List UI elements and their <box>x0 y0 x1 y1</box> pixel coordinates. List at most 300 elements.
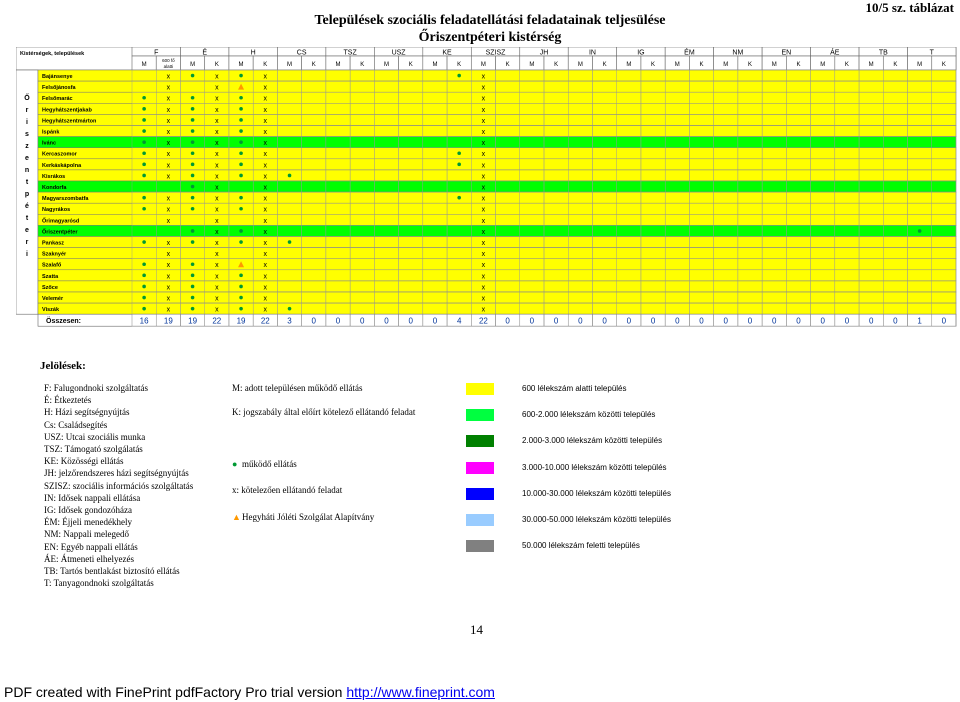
row-name: Szalafő <box>42 262 62 269</box>
side-label-letter: r <box>25 239 29 246</box>
totals-value: 0 <box>941 316 947 326</box>
group-header-label: É <box>202 49 208 57</box>
cell-x-mark: x <box>215 95 219 103</box>
totals-row <box>38 314 956 326</box>
cell-x-mark: x <box>166 195 171 203</box>
group-header-label: SZISZ <box>485 49 506 57</box>
sub-header-label: K <box>360 62 365 68</box>
mark-legend-item <box>232 459 297 469</box>
color-swatch-label: 10.000-30.000 lélekszám közötti település <box>522 488 671 498</box>
row-name: Hegyhátszentmárton <box>42 118 97 125</box>
totals-value: 3 <box>287 316 292 326</box>
dot-icon: ● <box>232 459 238 469</box>
group-header-label: CS <box>296 49 307 57</box>
cell-x-mark: x <box>481 284 486 292</box>
cell-dot-mark <box>239 296 243 300</box>
table-row <box>38 148 956 159</box>
cell-x-mark: x <box>263 173 268 181</box>
cell-dot-mark <box>239 229 243 233</box>
sub-header-label: 600 fő <box>162 58 175 63</box>
mark-legend-text: x: kötelezően ellátandó feladat <box>232 485 343 495</box>
cell-dot-mark <box>239 240 243 244</box>
cell-x-mark: x <box>166 117 171 125</box>
color-swatch <box>466 540 494 552</box>
row-name: Kerkáskápolna <box>42 162 82 169</box>
row-name: Szaknyér <box>42 251 67 258</box>
cell-x-mark: x <box>215 129 219 136</box>
sub-header-label: M <box>820 62 826 68</box>
cell-dot-mark <box>142 285 146 289</box>
cell-x-mark: x <box>263 195 268 203</box>
cell-x-mark: x <box>481 195 486 203</box>
totals-value: 0 <box>311 316 316 326</box>
cell-x-mark: x <box>481 262 486 270</box>
totals-value: 0 <box>529 316 535 326</box>
sub-header-label: K <box>941 62 946 68</box>
mark-legend-text: K: jogszabály által előírt kötelező ellátandó feladat <box>232 407 416 417</box>
cell-dot-mark <box>457 196 461 200</box>
cell-x-mark: x <box>166 129 171 136</box>
cell-x-mark: x <box>166 217 171 225</box>
row-name: Hegyhátszentjakab <box>42 107 92 114</box>
totals-value: 16 <box>139 316 149 326</box>
legend-title: Jelölések: <box>40 360 86 372</box>
sub-header-label: K <box>214 62 219 68</box>
group-header-label: NM <box>732 49 744 57</box>
abbreviation-item: T: Tanyagondnoki szolgáltatás <box>44 578 154 589</box>
cell-dot-mark <box>239 207 243 211</box>
cell-dot-mark <box>142 274 146 278</box>
table-row <box>38 103 956 114</box>
table-row <box>38 81 956 92</box>
cell-dot-mark <box>191 307 195 311</box>
row-name: Ispánk <box>42 129 60 136</box>
cell-dot-mark <box>191 185 195 189</box>
table-row <box>38 259 956 270</box>
row-name: Kisrákos <box>42 173 66 180</box>
cell-dot-mark <box>288 307 292 311</box>
sub-header-label: M <box>190 62 196 68</box>
totals-value: 19 <box>163 316 173 326</box>
totals-value: 22 <box>478 316 488 326</box>
cell-x-mark: x <box>166 95 171 103</box>
totals-value: 1 <box>917 316 922 326</box>
cell-x-mark: x <box>481 106 486 114</box>
cell-x-mark: x <box>166 206 171 214</box>
cell-x-mark: x <box>481 162 486 170</box>
cell-x-mark: x <box>166 262 171 270</box>
sub-header-label: K <box>747 62 753 68</box>
cell-x-mark: x <box>215 206 219 214</box>
pdf-footer <box>4 684 495 700</box>
color-swatch <box>466 488 494 500</box>
cell-x-mark: x <box>215 262 219 270</box>
sub-header-label: M <box>529 62 535 68</box>
color-swatch <box>466 435 494 447</box>
cell-x-mark: x <box>481 228 486 236</box>
totals-value: 0 <box>723 316 728 326</box>
cell-x-mark: x <box>263 251 268 259</box>
sub-header-label: M <box>287 62 293 68</box>
cell-x-mark: x <box>166 84 171 92</box>
sub-header-label: M <box>868 62 874 68</box>
cell-x-mark: x <box>481 306 486 314</box>
side-label-letter: e <box>25 155 29 162</box>
cell-x-mark: x <box>263 162 268 170</box>
cell-dot-mark <box>191 163 195 167</box>
side-label-letter: s <box>25 131 29 138</box>
cell-x-mark: x <box>481 117 486 125</box>
totals-value: 19 <box>188 316 198 326</box>
abbreviation-item: ÁE: Átmeneti elhelyezés <box>44 553 134 564</box>
group-header-label: KE <box>442 49 452 57</box>
mark-legend-item <box>232 383 362 393</box>
abbreviation-item: TB: Tartós bentlakást biztosító ellátás <box>44 566 180 576</box>
cell-dot-mark <box>142 96 146 100</box>
table-row <box>38 92 956 103</box>
sub-header-label: K <box>844 62 849 68</box>
table-row <box>38 292 956 303</box>
cell-dot-mark <box>142 307 146 311</box>
row-name: Ivánc <box>42 140 57 147</box>
group-header-label: IN <box>588 49 596 57</box>
cell-dot-mark <box>142 129 146 133</box>
abbreviation-item: ÉM: Éjjeli menedékhely <box>44 517 132 528</box>
cell-dot-mark <box>142 296 146 300</box>
cell-x-mark: x <box>166 173 171 181</box>
cell-x-mark: x <box>215 73 219 81</box>
cell-x-mark: x <box>263 306 268 314</box>
sub-header-label: K <box>408 62 413 68</box>
cell-dot-mark <box>142 118 146 122</box>
sub-header-label: M <box>383 62 389 68</box>
sub-header-label: M <box>723 62 729 68</box>
abbreviation-item: H: Házi segítségnyújtás <box>44 407 130 418</box>
abbreviation-item: É: Étkeztetés <box>44 395 92 406</box>
title-line: Települések szociális feladatellátási feladatainak teljesülése <box>314 13 666 28</box>
totals-value: 0 <box>699 316 704 326</box>
mark-legend-item <box>232 407 415 417</box>
color-swatch-label: 30.000-50.000 lélekszám közötti település <box>522 515 671 524</box>
cell-x-mark: x <box>166 284 171 292</box>
cell-x-mark: x <box>215 140 219 148</box>
cell-x-mark: x <box>215 240 219 247</box>
row-name: Felsőjánosfa <box>42 85 76 92</box>
cell-dot-mark <box>142 151 146 155</box>
row-name: Kercaszomor <box>42 151 77 158</box>
sub-header-label: M <box>432 62 438 68</box>
cell-x-mark: x <box>166 295 171 303</box>
cell-x-mark: x <box>481 173 486 181</box>
cell-dot-mark <box>457 74 461 78</box>
cell-x-mark: x <box>263 228 268 236</box>
group-header-label: TSZ <box>343 49 357 57</box>
cell-x-mark: x <box>263 117 268 125</box>
table-row <box>38 303 956 314</box>
color-swatch-label: 600-2.000 lélekszám közötti település <box>522 410 656 420</box>
totals-value: 0 <box>408 316 413 326</box>
totals-value: 22 <box>212 316 222 326</box>
sub-header-label: M <box>674 62 680 68</box>
cell-dot-mark <box>457 163 461 167</box>
totals-value: 19 <box>236 316 246 326</box>
sub-header-label: K <box>457 62 462 68</box>
sub-header-label: K <box>505 62 510 68</box>
totals-value: 0 <box>626 316 632 326</box>
table-row <box>38 137 956 148</box>
totals-value: 0 <box>893 316 898 326</box>
cell-x-mark: x <box>215 228 219 236</box>
cell-x-mark: x <box>166 162 171 170</box>
cell-dot-mark <box>142 196 146 200</box>
sub-header-label: M <box>238 62 244 68</box>
sub-header-label: K <box>651 62 656 68</box>
color-swatch <box>466 409 494 421</box>
cell-x-mark: x <box>215 251 219 259</box>
color-swatch-label: 2.000-3.000 lélekszám közötti település <box>522 436 663 446</box>
corner-label: Kistérségek, települések <box>20 51 85 57</box>
cell-dot-mark <box>142 207 146 211</box>
cell-x-mark: x <box>263 284 268 292</box>
cell-x-mark: x <box>215 306 219 314</box>
cell-dot-mark <box>191 140 195 144</box>
group-header-label: JH <box>539 49 549 57</box>
abbreviation-item: JH: jelzőrendszeres házi segítségnyújtás <box>44 468 189 479</box>
cell-x-mark: x <box>215 84 219 92</box>
abbreviation-item: EN: Egyéb nappali ellátás <box>44 541 138 552</box>
cell-x-mark: x <box>166 106 171 114</box>
subtitle-line: Őriszentpéteri kistérség <box>418 30 562 45</box>
cell-x-mark: x <box>215 284 219 292</box>
cell-dot-mark <box>191 74 195 78</box>
totals-value: 0 <box>432 316 438 326</box>
cell-x-mark: x <box>263 217 268 225</box>
cell-x-mark: x <box>263 95 268 103</box>
totals-value: 0 <box>384 316 389 326</box>
table-row <box>38 270 956 281</box>
cell-dot-mark <box>239 163 243 167</box>
cell-x-mark: x <box>215 184 219 192</box>
cell-x-mark: x <box>263 151 268 159</box>
group-header-label: ÉM <box>684 49 695 57</box>
cell-dot-mark <box>142 107 146 111</box>
sub-header-label: K <box>699 62 704 68</box>
table-row <box>38 237 956 248</box>
cell-x-mark: x <box>481 206 486 214</box>
row-name: Velemér <box>42 296 64 302</box>
totals-value: 0 <box>820 316 825 326</box>
cell-x-mark: x <box>215 217 219 225</box>
cell-x-mark: x <box>263 84 268 92</box>
cell-x-mark: x <box>215 273 219 281</box>
table-row <box>38 214 956 225</box>
cell-x-mark: x <box>481 129 486 136</box>
cell-dot-mark <box>142 262 146 266</box>
footer-link[interactable]: http://www.fineprint.com <box>346 684 495 700</box>
sub-header-label: M <box>141 62 147 68</box>
color-swatch <box>466 383 494 395</box>
cell-dot-mark <box>288 174 292 178</box>
row-name: Őrimagyarósd <box>42 218 80 225</box>
row-name: Őriszentpéter <box>42 229 78 236</box>
abbreviation-item: SZISZ: szociális információs szolgáltatás <box>44 480 194 491</box>
cell-x-mark: x <box>215 106 219 114</box>
abbreviation-item: IG: Idősek gondozóháza <box>44 505 132 515</box>
table-row <box>38 281 956 292</box>
abbreviation-item: F: Falugondnoki szolgáltatás <box>44 383 148 393</box>
cell-dot-mark <box>239 307 243 311</box>
abbreviation-item: IN: Idősek nappali ellátása <box>44 492 141 503</box>
totals-value: 0 <box>675 316 680 326</box>
cell-x-mark: x <box>481 184 486 192</box>
color-swatch-label: 50.000 lélekszám feletti település <box>522 541 640 551</box>
cell-x-mark: x <box>481 295 486 303</box>
row-name: Felsőmarác <box>42 96 73 103</box>
sub-header-label: M <box>917 62 923 68</box>
table-row <box>38 159 956 170</box>
cell-x-mark: x <box>481 84 486 92</box>
cell-x-mark: x <box>215 151 219 159</box>
group-header-label: TB <box>878 49 888 57</box>
side-label-letter: n <box>24 167 30 174</box>
abbreviation-item: Cs: Családsegítés <box>44 419 108 430</box>
side-label-letter: p <box>24 191 30 198</box>
group-header-label: USZ <box>391 49 406 57</box>
color-swatch-label: 600 lélekszám alatti település <box>522 384 627 393</box>
row-name: Szőce <box>42 284 58 291</box>
table-row <box>38 126 956 137</box>
cell-dot-mark <box>239 196 243 200</box>
cell-x-mark: x <box>215 195 219 203</box>
cell-x-mark: x <box>166 140 171 148</box>
cell-x-mark: x <box>215 117 219 125</box>
sub-header-label: alatti <box>163 64 174 69</box>
sub-header-label: K <box>554 62 559 68</box>
mark-legend-text: M: adott településen működő ellátás <box>232 383 363 393</box>
cell-x-mark: x <box>166 240 171 247</box>
sub-header-label: M <box>626 62 632 68</box>
row-name: Nagyrákos <box>42 207 71 214</box>
mark-legend-item <box>232 512 374 522</box>
cell-x-mark: x <box>166 273 171 281</box>
triangle-icon: ▲ <box>232 512 241 522</box>
cell-dot-mark <box>191 262 195 266</box>
sub-header-label: M <box>335 62 341 68</box>
totals-value: 0 <box>844 316 850 326</box>
cell-dot-mark <box>142 163 146 167</box>
cell-x-mark: x <box>166 306 171 314</box>
cell-x-mark: x <box>263 184 268 192</box>
totals-value: 0 <box>602 316 607 326</box>
sub-header-label: K <box>311 62 316 68</box>
side-label-letter: Ő <box>24 95 30 102</box>
group-header-label: H <box>250 49 256 57</box>
abbreviation-item: KE: Közösségi ellátás <box>44 456 124 467</box>
cell-x-mark: x <box>263 240 268 247</box>
cell-dot-mark <box>191 285 195 289</box>
cell-x-mark: x <box>481 95 486 103</box>
abbreviation-item: TSZ: Támogató szolgálatás <box>44 444 143 454</box>
sub-header-label: M <box>771 62 777 68</box>
group-header-label: IG <box>637 49 645 57</box>
totals-value: 0 <box>335 316 341 326</box>
cell-dot-mark <box>239 129 243 133</box>
table-row <box>38 192 956 203</box>
cell-dot-mark <box>191 274 195 278</box>
cell-dot-mark <box>191 151 195 155</box>
sub-header-label: M <box>577 62 583 68</box>
cell-dot-mark <box>239 285 243 289</box>
totals-value: 0 <box>578 316 583 326</box>
cell-dot-mark <box>239 118 243 122</box>
cell-dot-mark <box>918 229 922 233</box>
cell-x-mark: x <box>166 251 171 259</box>
cell-x-mark: x <box>215 295 219 303</box>
row-name: Kondorfa <box>42 185 67 191</box>
table-row <box>38 225 956 236</box>
sub-header-label: K <box>893 62 898 68</box>
side-label-letter: i <box>26 251 28 258</box>
cell-dot-mark <box>191 118 195 122</box>
side-label-letter: r <box>25 107 29 114</box>
totals-value: 0 <box>650 316 656 326</box>
side-label-letter: z <box>25 143 29 150</box>
sub-header-label: M <box>480 62 486 68</box>
cell-x-mark: x <box>481 273 486 281</box>
cell-x-mark: x <box>481 240 486 247</box>
cell-x-mark: x <box>263 206 268 214</box>
side-label-letter: t <box>25 179 29 186</box>
cell-dot-mark <box>191 240 195 244</box>
cell-x-mark: x <box>481 217 486 225</box>
cell-dot-mark <box>457 151 461 155</box>
side-label-letter: é <box>25 203 29 210</box>
color-swatch <box>466 462 494 474</box>
cell-dot-mark <box>142 140 146 144</box>
cell-dot-mark <box>239 140 243 144</box>
color-swatch <box>466 514 494 526</box>
cell-x-mark: x <box>263 73 268 81</box>
cell-x-mark: x <box>166 73 171 81</box>
cell-dot-mark <box>239 151 243 155</box>
table-row <box>38 170 956 181</box>
abbreviation-item: NM: Nappali melegedő <box>44 529 129 540</box>
cell-x-mark: x <box>481 73 486 81</box>
totals-value: 0 <box>505 316 510 326</box>
side-label-letter: t <box>25 215 29 222</box>
group-header-label: EN <box>781 49 792 57</box>
group-header-label: ÁE <box>830 49 840 57</box>
color-swatch-label: 3.000-10.000 lélekszám közötti település <box>522 462 667 472</box>
mark-legend-text: működő ellátás <box>242 459 297 469</box>
row-name: Pankasz <box>42 240 65 247</box>
cell-x-mark: x <box>215 173 219 181</box>
table-row <box>38 181 956 192</box>
side-label-letter: e <box>25 227 29 234</box>
cell-dot-mark <box>142 240 146 244</box>
table-row <box>38 70 956 81</box>
group-header-label: F <box>154 49 159 57</box>
totals-value: 0 <box>868 316 874 326</box>
cell-dot-mark <box>288 240 292 244</box>
table-row <box>38 203 956 214</box>
page-number: 14 <box>470 622 483 637</box>
cell-dot-mark <box>239 174 243 178</box>
totals-value: 0 <box>772 316 777 326</box>
row-name: Bajánsenye <box>42 74 73 80</box>
sub-header-label: K <box>796 62 801 68</box>
cell-x-mark: x <box>481 151 486 159</box>
